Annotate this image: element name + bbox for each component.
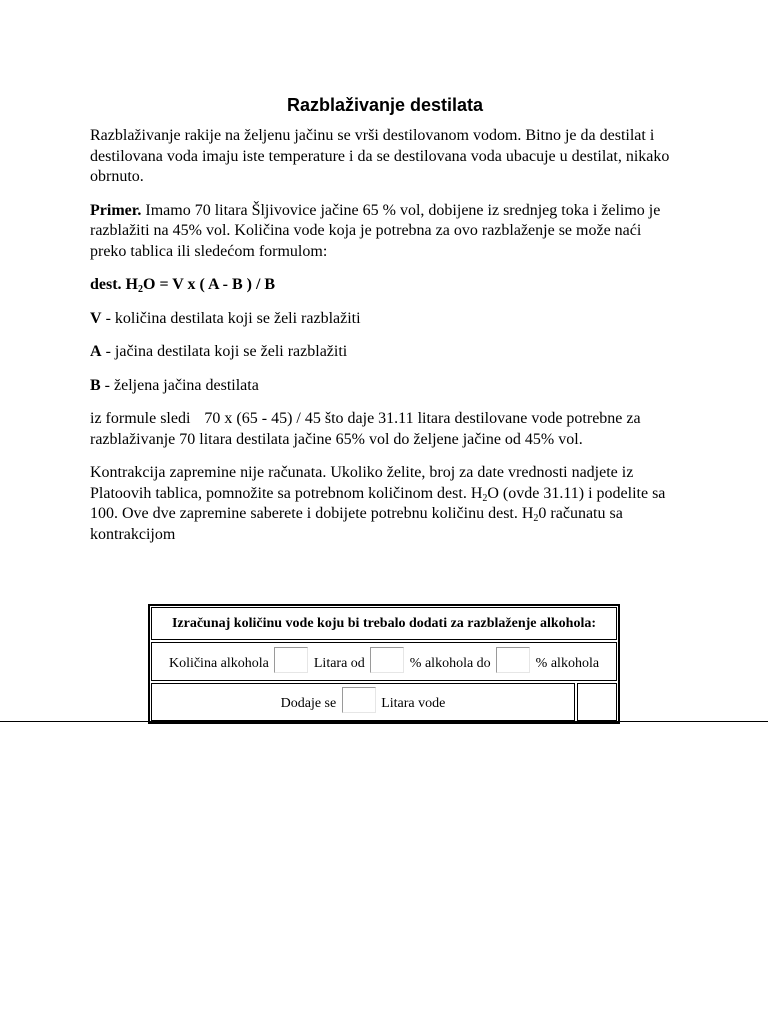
liters-from-label: Litara od bbox=[313, 656, 365, 671]
calculator-result-row bbox=[151, 683, 617, 721]
result-cell bbox=[151, 683, 575, 721]
from-strength-input[interactable] bbox=[370, 647, 404, 673]
amount-input[interactable] bbox=[274, 647, 308, 673]
example-paragraph bbox=[90, 201, 680, 263]
example-label: Primer. bbox=[90, 201, 142, 219]
example-text: Imamo 70 litara Šljivovice jačine 65 % vol, dobijene iz srednjeg toka i želimo je razblažiti na 45% vol. Količina vode koja je potrebna za ovo razblaženje se može naći preko tablica ili sledećom formulom: bbox=[90, 201, 661, 260]
to-strength-input[interactable] bbox=[496, 647, 530, 673]
article-body bbox=[90, 94, 680, 558]
calculator-inputs-row bbox=[151, 642, 617, 681]
definition-v: V - količina destilata koji se želi razblažiti bbox=[90, 309, 361, 327]
result-paragraph: iz formule sledi 70 x (65 - 45) / 45 što daje 31.11 litara destilovane vode potrebne za razblaživanje 70 litara destilata jačine 65% vol do željene jačine od 45% vol. bbox=[90, 410, 641, 448]
water-result-field[interactable] bbox=[342, 687, 376, 713]
definition-b: B - željena jačina destilata bbox=[90, 376, 259, 394]
result-expression: 70 x (65 - 45) / 45 bbox=[204, 410, 321, 427]
alcohol-to-label: % alkohola do bbox=[409, 656, 491, 671]
intro-paragraph: Razblaživanje rakije na željenu jačinu se vrši destilovanom vodom. Bitno je da destilat i destilovana voda imaju iste temperature i da se destilovana voda ubacuje u destilat, nikako obrnuto. bbox=[90, 127, 670, 185]
page-title: Razblaživanje destilata bbox=[286, 95, 484, 115]
amount-label: Količina alkohola bbox=[168, 656, 269, 671]
dilution-calculator bbox=[148, 604, 620, 724]
add-label: Dodaje se bbox=[280, 696, 337, 711]
liters-water-label: Litara vode bbox=[381, 696, 446, 711]
horizontal-divider bbox=[0, 721, 768, 722]
formula: dest. $H_2O = V$ x ( A - B ) / B bbox=[90, 276, 276, 295]
definition-a: A - jačina destilata koji se želi razblažiti bbox=[90, 343, 348, 360]
alcohol-end-label: % alkohola bbox=[535, 656, 600, 671]
calculator-header: Izračunaj količinu vode koju bi trebalo dodati za razblaženje alkohola: bbox=[151, 607, 617, 640]
calculate-cell[interactable] bbox=[577, 683, 617, 721]
contraction-paragraph: Kontrakcija zapremine nije računata. Ukoliko želite, broj za date vrednosti nadjete iz Platoovih tablica, pomnožite sa potrebnom količinom dest. $H_2O$ (ovde 31.11) i podelite sa 100. Ove dve zapremine saberete i dobijete potrebnu količinu dest. $H_20$ računatu sa kontrakcijom bbox=[90, 464, 666, 543]
